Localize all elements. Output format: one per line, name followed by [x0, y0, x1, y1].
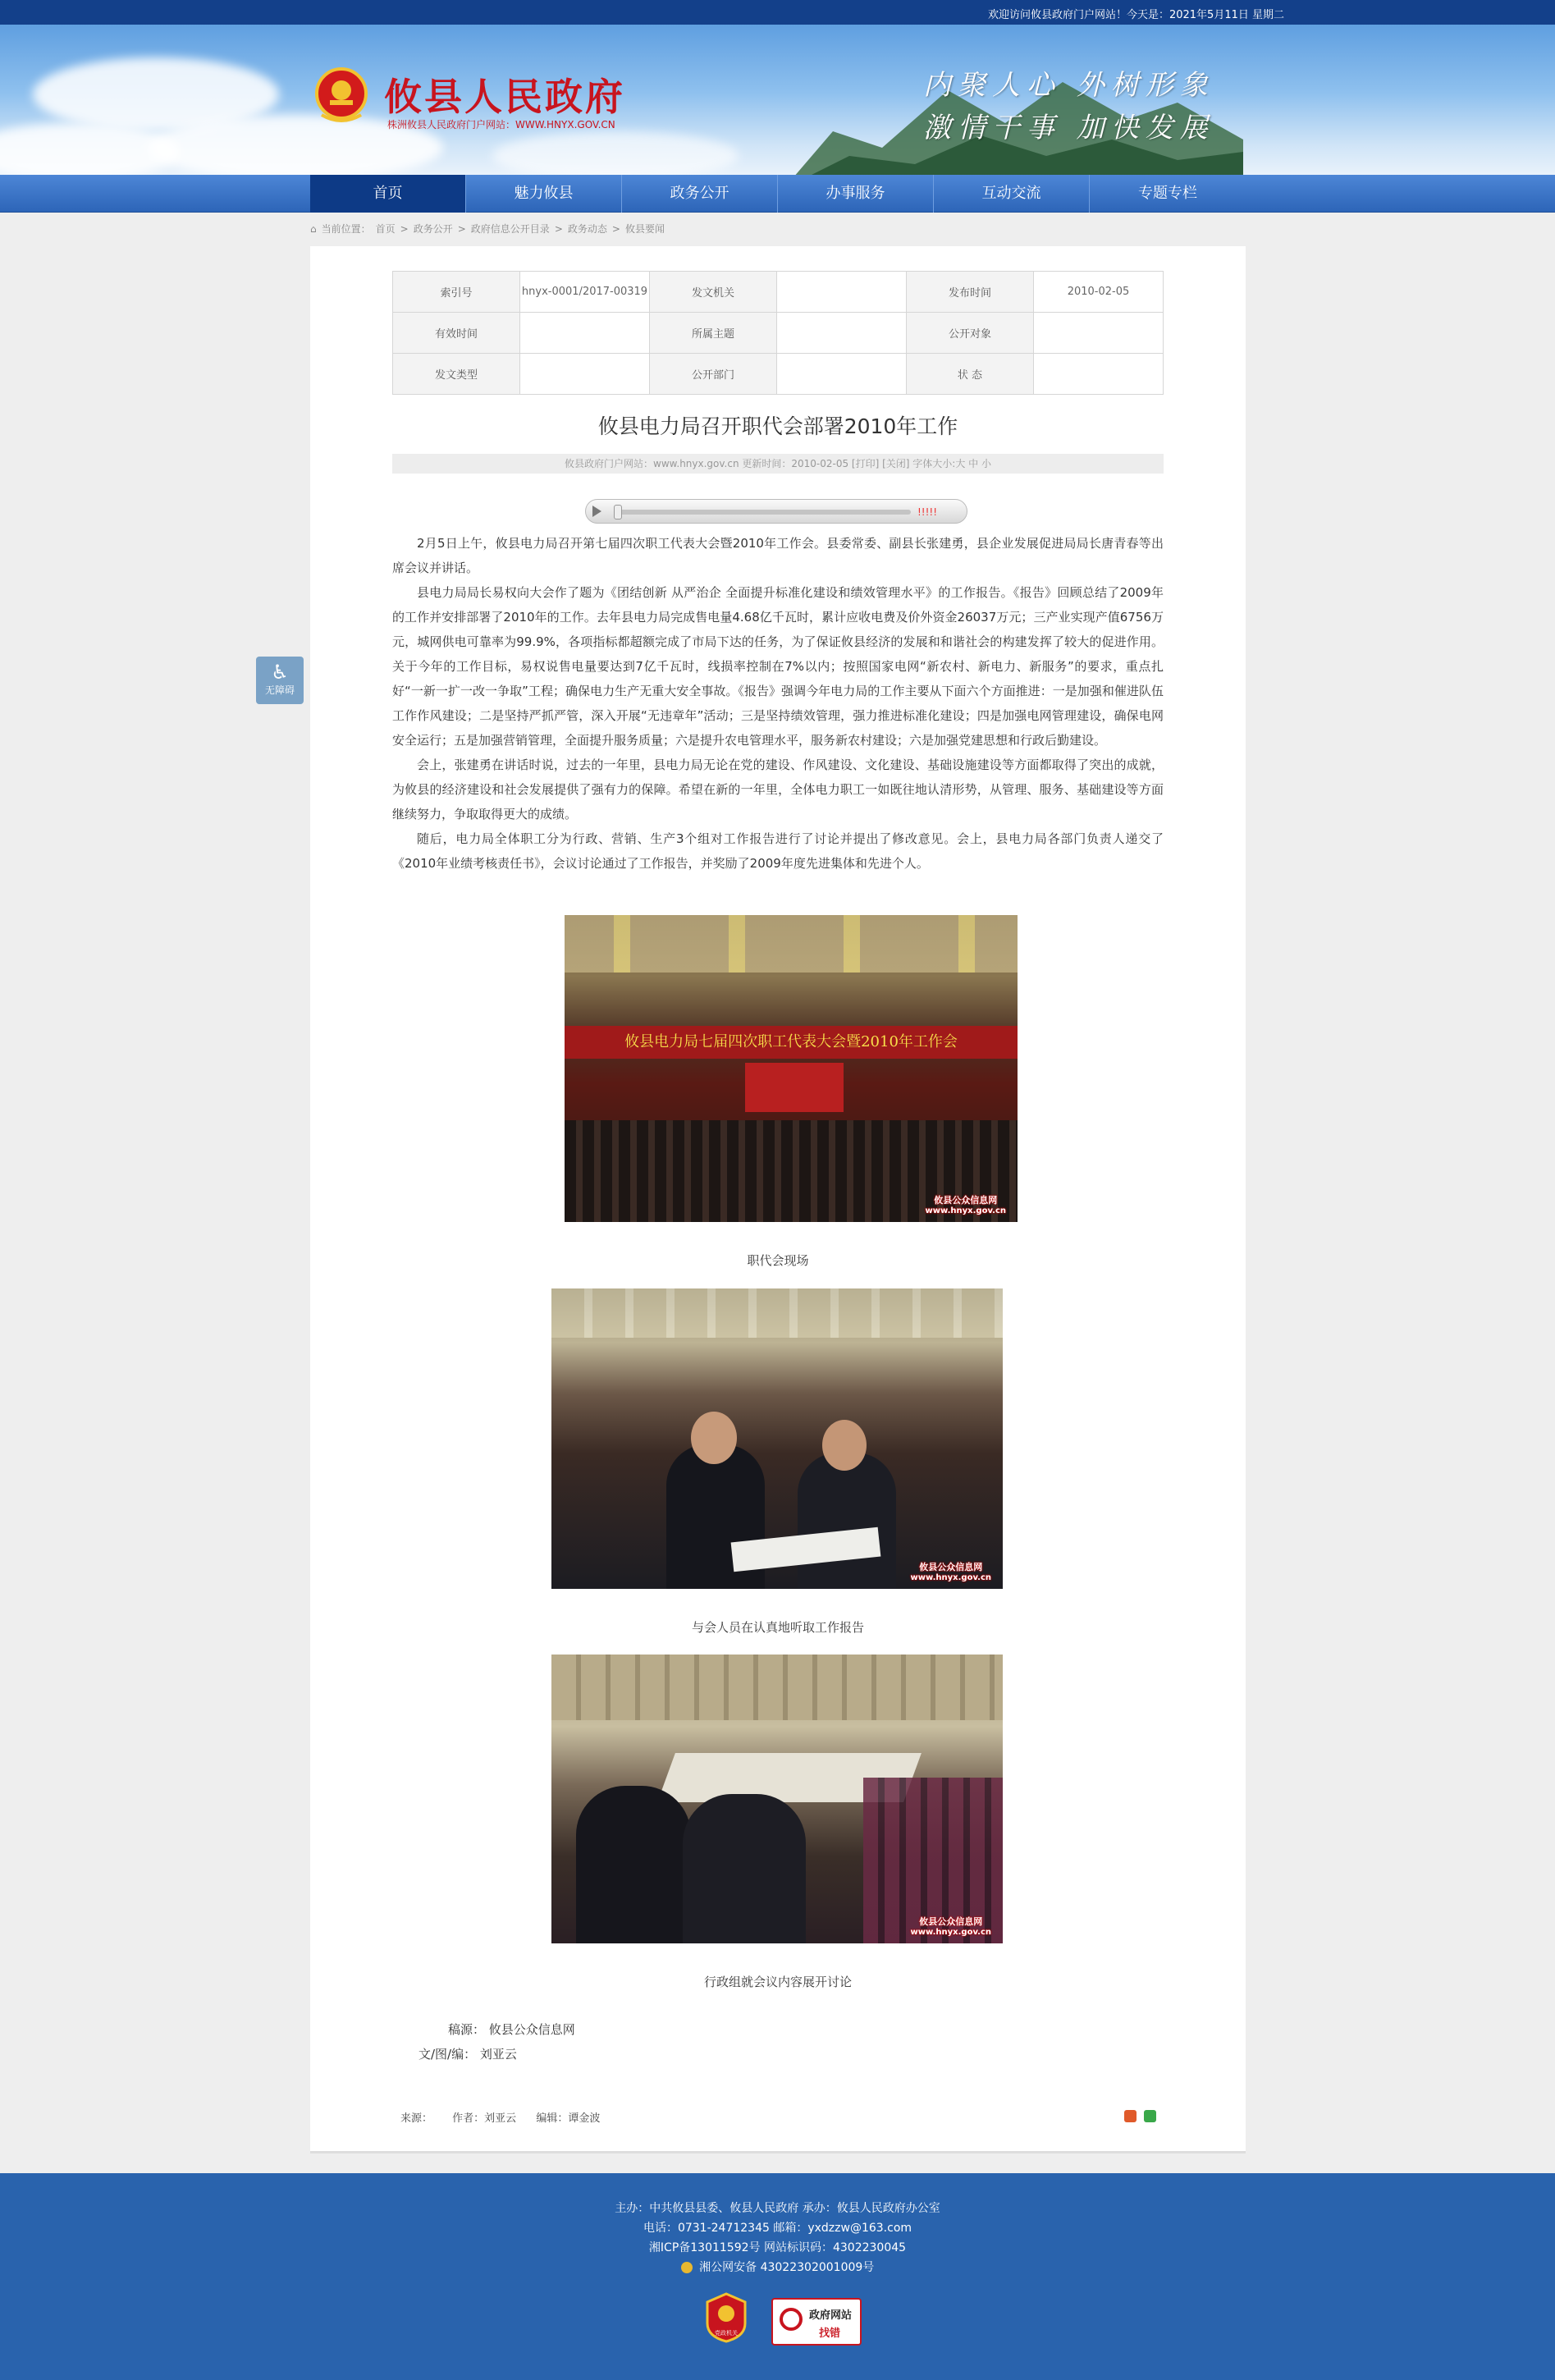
- photo-group-discussion: [551, 1655, 1003, 1943]
- badge2-bottom-text: 找错: [819, 2327, 841, 2340]
- meta-issuer-label: 发文机关: [650, 272, 777, 313]
- photo-watermark: 攸县公众信息网 www.hnyx.gov.cn: [925, 1195, 1006, 1215]
- photo-conference-hall: [565, 915, 1018, 1222]
- meta-status-value: [1034, 354, 1164, 395]
- national-emblem-icon: [313, 66, 369, 125]
- badge1-text: 党政机关: [715, 2330, 738, 2337]
- photo-banner-text: 攸县电力局七届四次职工代表大会暨2010年工作会: [624, 1033, 958, 1050]
- source-value: 攸县公众信息网: [488, 2022, 575, 2037]
- rss-share-icon[interactable]: [1124, 2110, 1137, 2122]
- slogan-line-1: 内聚人心 外树形象: [923, 69, 1214, 102]
- photo-watermark: 攸县公众信息网 www.hnyx.gov.cn: [910, 1916, 991, 1937]
- audio-player[interactable]: [585, 499, 967, 524]
- gov-site-error-report-badge[interactable]: [771, 2298, 862, 2346]
- article-title: 攸县电力局召开职代会部署2010年工作: [597, 414, 958, 438]
- breadcrumb-gov-affairs[interactable]: 政务公开: [413, 223, 453, 235]
- party-gov-badge-icon[interactable]: [706, 2292, 747, 2343]
- breadcrumb-home[interactable]: 首页: [375, 223, 396, 235]
- source-label: 稿源：: [448, 2022, 486, 2037]
- article-paragraph: 随后，电力局全体职工分为行政、营销、生产3个组对工作报告进行了讨论并提出了修改意见。会上，县电力局各部门负责人递交了《2010年业绩考核责任书》，会议讨论通过了工作报告，并奖励了2009年度先进集体和先进个人。: [392, 831, 1164, 871]
- home-icon: ⌂: [310, 222, 317, 235]
- top-bar: [0, 0, 1555, 25]
- site-subtitle: 株洲攸县人民政府门户网站：WWW.HNYX.GOV.CN: [387, 119, 615, 130]
- meta-valid-label: 有效时间: [393, 313, 520, 354]
- meta-valid-value: [520, 313, 650, 354]
- breadcrumb: ⌂ 当前位置： 首页 > 政务公开 > 政府信息公开目录 > 政务动态 > 攸县要闻: [310, 222, 665, 235]
- accessibility-label: 无障碍: [264, 684, 295, 696]
- meta-target-label: 公开对象: [907, 313, 1034, 354]
- audio-progress-knob[interactable]: [614, 505, 622, 519]
- footer-icp[interactable]: 湘ICP备13011592号 网站标识码：4302230045: [648, 2241, 907, 2254]
- header-banner: [0, 25, 1555, 175]
- badge2-top-text: 政府网站: [809, 2309, 853, 2322]
- accessibility-button[interactable]: [256, 657, 304, 704]
- magnifier-icon: [780, 2308, 803, 2331]
- volume-indicator[interactable]: !!!!!: [917, 506, 938, 518]
- article-body: [392, 531, 1164, 876]
- author-meta: 作者：刘亚云: [452, 2112, 517, 2125]
- photo-attendees-reading: [551, 1288, 1003, 1589]
- source-line: [448, 2021, 575, 2038]
- footer-sponsor: 主办：中共攸县县委、攸县人民政府 承办：攸县人民政府办公室: [615, 2202, 940, 2215]
- article-info-bar: 攸县政府门户网站：www.hnyx.gov.cn 更新时间：2010-02-05 [打印] [关闭] 字体大小:大 中 小: [392, 454, 1164, 474]
- footer-police[interactable]: 湘公网安备 43022302001009号: [0, 2259, 1555, 2275]
- article-footer-meta: [400, 2109, 600, 2125]
- photo-caption: 职代会现场: [747, 1253, 809, 1268]
- meta-status-label: 状 态: [907, 354, 1034, 395]
- article-paragraph: 会上，张建勇在讲话时说，过去的一年里，县电力局无论在党的建设、作风建设、文化建设、基础设施建设等方面都取得了突出的成就，为攸县的经济建设和社会发展提供了强有力的保障。希望在新的一年里，全体电力职工一如既往地认清形势，从管理、服务、基础建设等方面继续努力，争取取得更大的成绩。: [392, 757, 1164, 822]
- nav-gov-affairs[interactable]: 政务公开: [622, 175, 778, 213]
- meta-index-value: hnyx-0001/2017-00319: [520, 272, 650, 313]
- article-panel: [310, 246, 1246, 2153]
- photo-watermark: 攸县公众信息网 www.hnyx.gov.cn: [910, 1562, 991, 1582]
- breadcrumb-catalog[interactable]: 政府信息公开目录: [470, 223, 550, 235]
- author-value: 刘亚云: [479, 2047, 517, 2062]
- meta-topic-value: [777, 313, 907, 354]
- main-nav: [0, 175, 1555, 213]
- breadcrumb-label: 当前位置：: [321, 223, 371, 235]
- article-paragraph: 县电力局局长易权向大会作了题为《团结创新 从严治企 全面提升标准化建设和绩效管理水平》的工作报告。《报告》回顾总结了2009年的工作并安排部署了2010年的工作。去年县电力局完成售电量4.68亿千瓦时，累计应收电费及价外资金26037万元；三产业实现产值6756万元，城网供电可靠率为99.9%，各项指标都超额完成了市局下达的任务，为了保证攸县经济的发展和和谐社会的构建发挥了较大的促进作用。关于今年的工作目标，易权说售电量要达到7亿千瓦时，线损率控制在7%以内；按照国家电网“新农村、新电力、新服务”的要求，重点扎好“一新一扩一改一争取”工程；确保电力生产无重大安全事故。《报告》强调今年电力局的工作主要从下面六个方面推进：一是加强和催进队伍工作作风建设；二是坚持严抓严管，深入开展“无违章年”活动；三是坚持绩效管理，强力推进标准化建设；四是加强电网管理建设，确保电网安全运行；五是加强营销管理，全面提升服务质量；六是提升农电管理水平，服务新农村建设；六是加强党建思想和行政后勤建设。: [392, 585, 1164, 748]
- from-label: 来源：: [400, 2112, 433, 2125]
- play-icon[interactable]: [592, 506, 601, 517]
- nav-topics[interactable]: 专题专栏: [1138, 185, 1197, 202]
- metadata-table: [392, 271, 1164, 395]
- meta-index-label: 索引号: [393, 272, 520, 313]
- breadcrumb-current[interactable]: 攸县要闻: [624, 223, 665, 235]
- nav-home[interactable]: 首页: [310, 175, 466, 213]
- article-paragraph: 2月5日上午，攸县电力局召开第七届四次职工代表大会暨2010年工作会。县委常委、副县长张建勇，县企业发展促进局局长唐青春等出席会议并讲话。: [392, 536, 1164, 575]
- nav-charm[interactable]: 魅力攸县: [466, 175, 622, 213]
- site-title[interactable]: 攸县人民政府: [384, 75, 625, 119]
- welcome-text: 欢迎访问攸县政府门户网站！今天是：2021年5月11日 星期二: [987, 9, 1284, 21]
- meta-doctype-label: 发文类型: [393, 354, 520, 395]
- editor-meta: 编辑：谭金波: [536, 2112, 601, 2125]
- wechat-share-icon[interactable]: [1144, 2110, 1156, 2122]
- meta-dept-label: 公开部门: [650, 354, 777, 395]
- breadcrumb-news[interactable]: 政务动态: [567, 223, 607, 235]
- meta-issuer-value: [777, 272, 907, 313]
- meta-pubdate-value: 2010-02-05: [1034, 272, 1164, 313]
- slogan-line-2: 激情干事 加快发展: [923, 112, 1214, 144]
- photo-caption: 与会人员在认真地听取工作报告: [691, 1620, 864, 1635]
- nav-services[interactable]: 办事服务: [778, 175, 934, 213]
- photo-caption: 行政组就会议内容展开讨论: [703, 1975, 852, 1989]
- meta-topic-label: 所属主题: [650, 313, 777, 354]
- site-footer: [0, 2173, 1555, 2380]
- author-label: 文/图/编：: [418, 2047, 477, 2062]
- meta-target-value: [1034, 313, 1164, 354]
- author-line: [418, 2045, 517, 2062]
- nav-interaction[interactable]: 互动交流: [934, 175, 1090, 213]
- wheelchair-icon: ♿: [271, 661, 289, 684]
- audio-progress-track[interactable]: [615, 510, 911, 515]
- meta-dept-value: [777, 354, 907, 395]
- footer-contact: 电话：0731-24712345 邮箱：yxdzzw@163.com: [643, 2222, 912, 2235]
- meta-pubdate-label: 发布时间: [907, 272, 1034, 313]
- meta-doctype-value: [520, 354, 650, 395]
- police-badge-icon: [681, 2262, 693, 2273]
